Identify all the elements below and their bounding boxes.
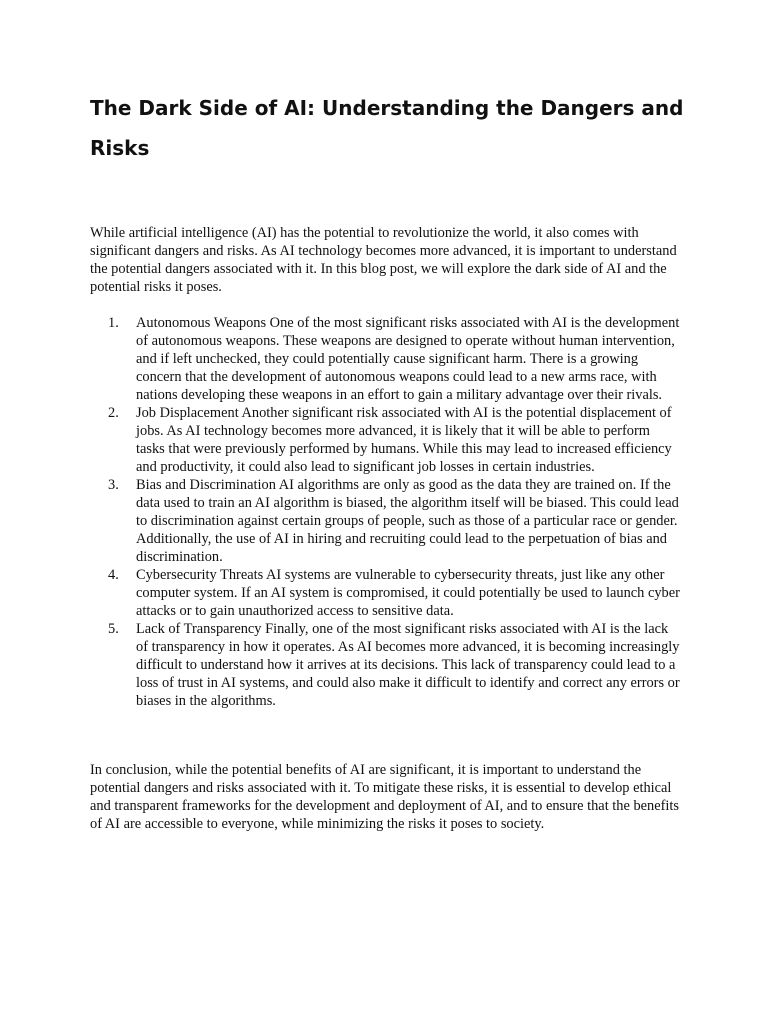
risk-item-transparency [90, 620, 680, 710]
risk-item-cybersecurity [90, 566, 680, 620]
document-title: The Dark Side of AI: Understanding the Dangers and Risks [90, 96, 684, 160]
list-item-text: Cybersecurity Threats AI systems are vulnerable to cybersecurity threats, just like any other computer system. If an AI system is compromised, it could potentially be used to launch cyber attacks or to gain unauthorized access to sensitive data. [136, 567, 680, 619]
intro-paragraph: While artificial intelligence (AI) has the potential to revolutionize the world, it also comes with significant dangers and risks. As AI technology becomes more advanced, it is important to understand the potential dangers associated with it. In this blog post, we will explore the dark side of AI and the potential risks it poses. [90, 225, 677, 295]
list-item-text: Bias and Discrimination AI algorithms are only as good as the data they are trained on. If the data used to train an AI algorithm is biased, the algorithm itself will be biased. This could lead to discrimination against certain groups of people, such as those of a particular race or gender. Additionally, the use of AI in hiring and recruiting could lead to the perpetuation of bias and discrimination. [136, 477, 679, 565]
list-number: 3. [108, 477, 119, 493]
conclusion-paragraph: In conclusion, while the potential benefits of AI are significant, it is important to understand the potential dangers and risks associated with it. To mitigate these risks, it is essential to develop ethical and transparent frameworks for the development and deployment of AI, and to ensure that the benefits of AI are accessible to everyone, while minimizing the risks it poses to society. [90, 762, 680, 832]
risk-item-autonomous-weapons [90, 314, 680, 404]
list-item-text: Lack of Transparency Finally, one of the most significant risks associated with AI is the lack of transparency in how it operates. As AI becomes more advanced, it is becoming increasingly difficult to understand how it arrives at its decisions. This lack of transparency could lead to a loss of trust in AI systems, and could also make it difficult to identify and correct any errors or biases in the algorithms. [136, 621, 680, 709]
list-item-text: Autonomous Weapons One of the most significant risks associated with AI is the development of autonomous weapons. These weapons are designed to operate without human intervention, and if left unchecked, they could potentially cause significant harm. There is a growing concern that the development of autonomous weapons could lead to a new arms race, with nations developing these weapons in an effort to gain a military advantage over their rivals. [136, 315, 680, 403]
list-number: 4. [108, 567, 119, 583]
list-number: 5. [108, 621, 119, 637]
list-number: 1. [108, 315, 119, 331]
list-item-text: Job Displacement Another significant risk associated with AI is the potential displacement of jobs. As AI technology becomes more advanced, it is likely that it will be able to perform tasks that were previously performed by humans. While this may lead to increased efficiency and productivity, it could also lead to significant job losses in certain industries. [136, 405, 672, 475]
risk-item-job-displacement [90, 404, 680, 476]
list-number: 2. [108, 405, 119, 421]
risk-item-bias-discrimination [90, 476, 680, 566]
risk-list [90, 314, 680, 710]
